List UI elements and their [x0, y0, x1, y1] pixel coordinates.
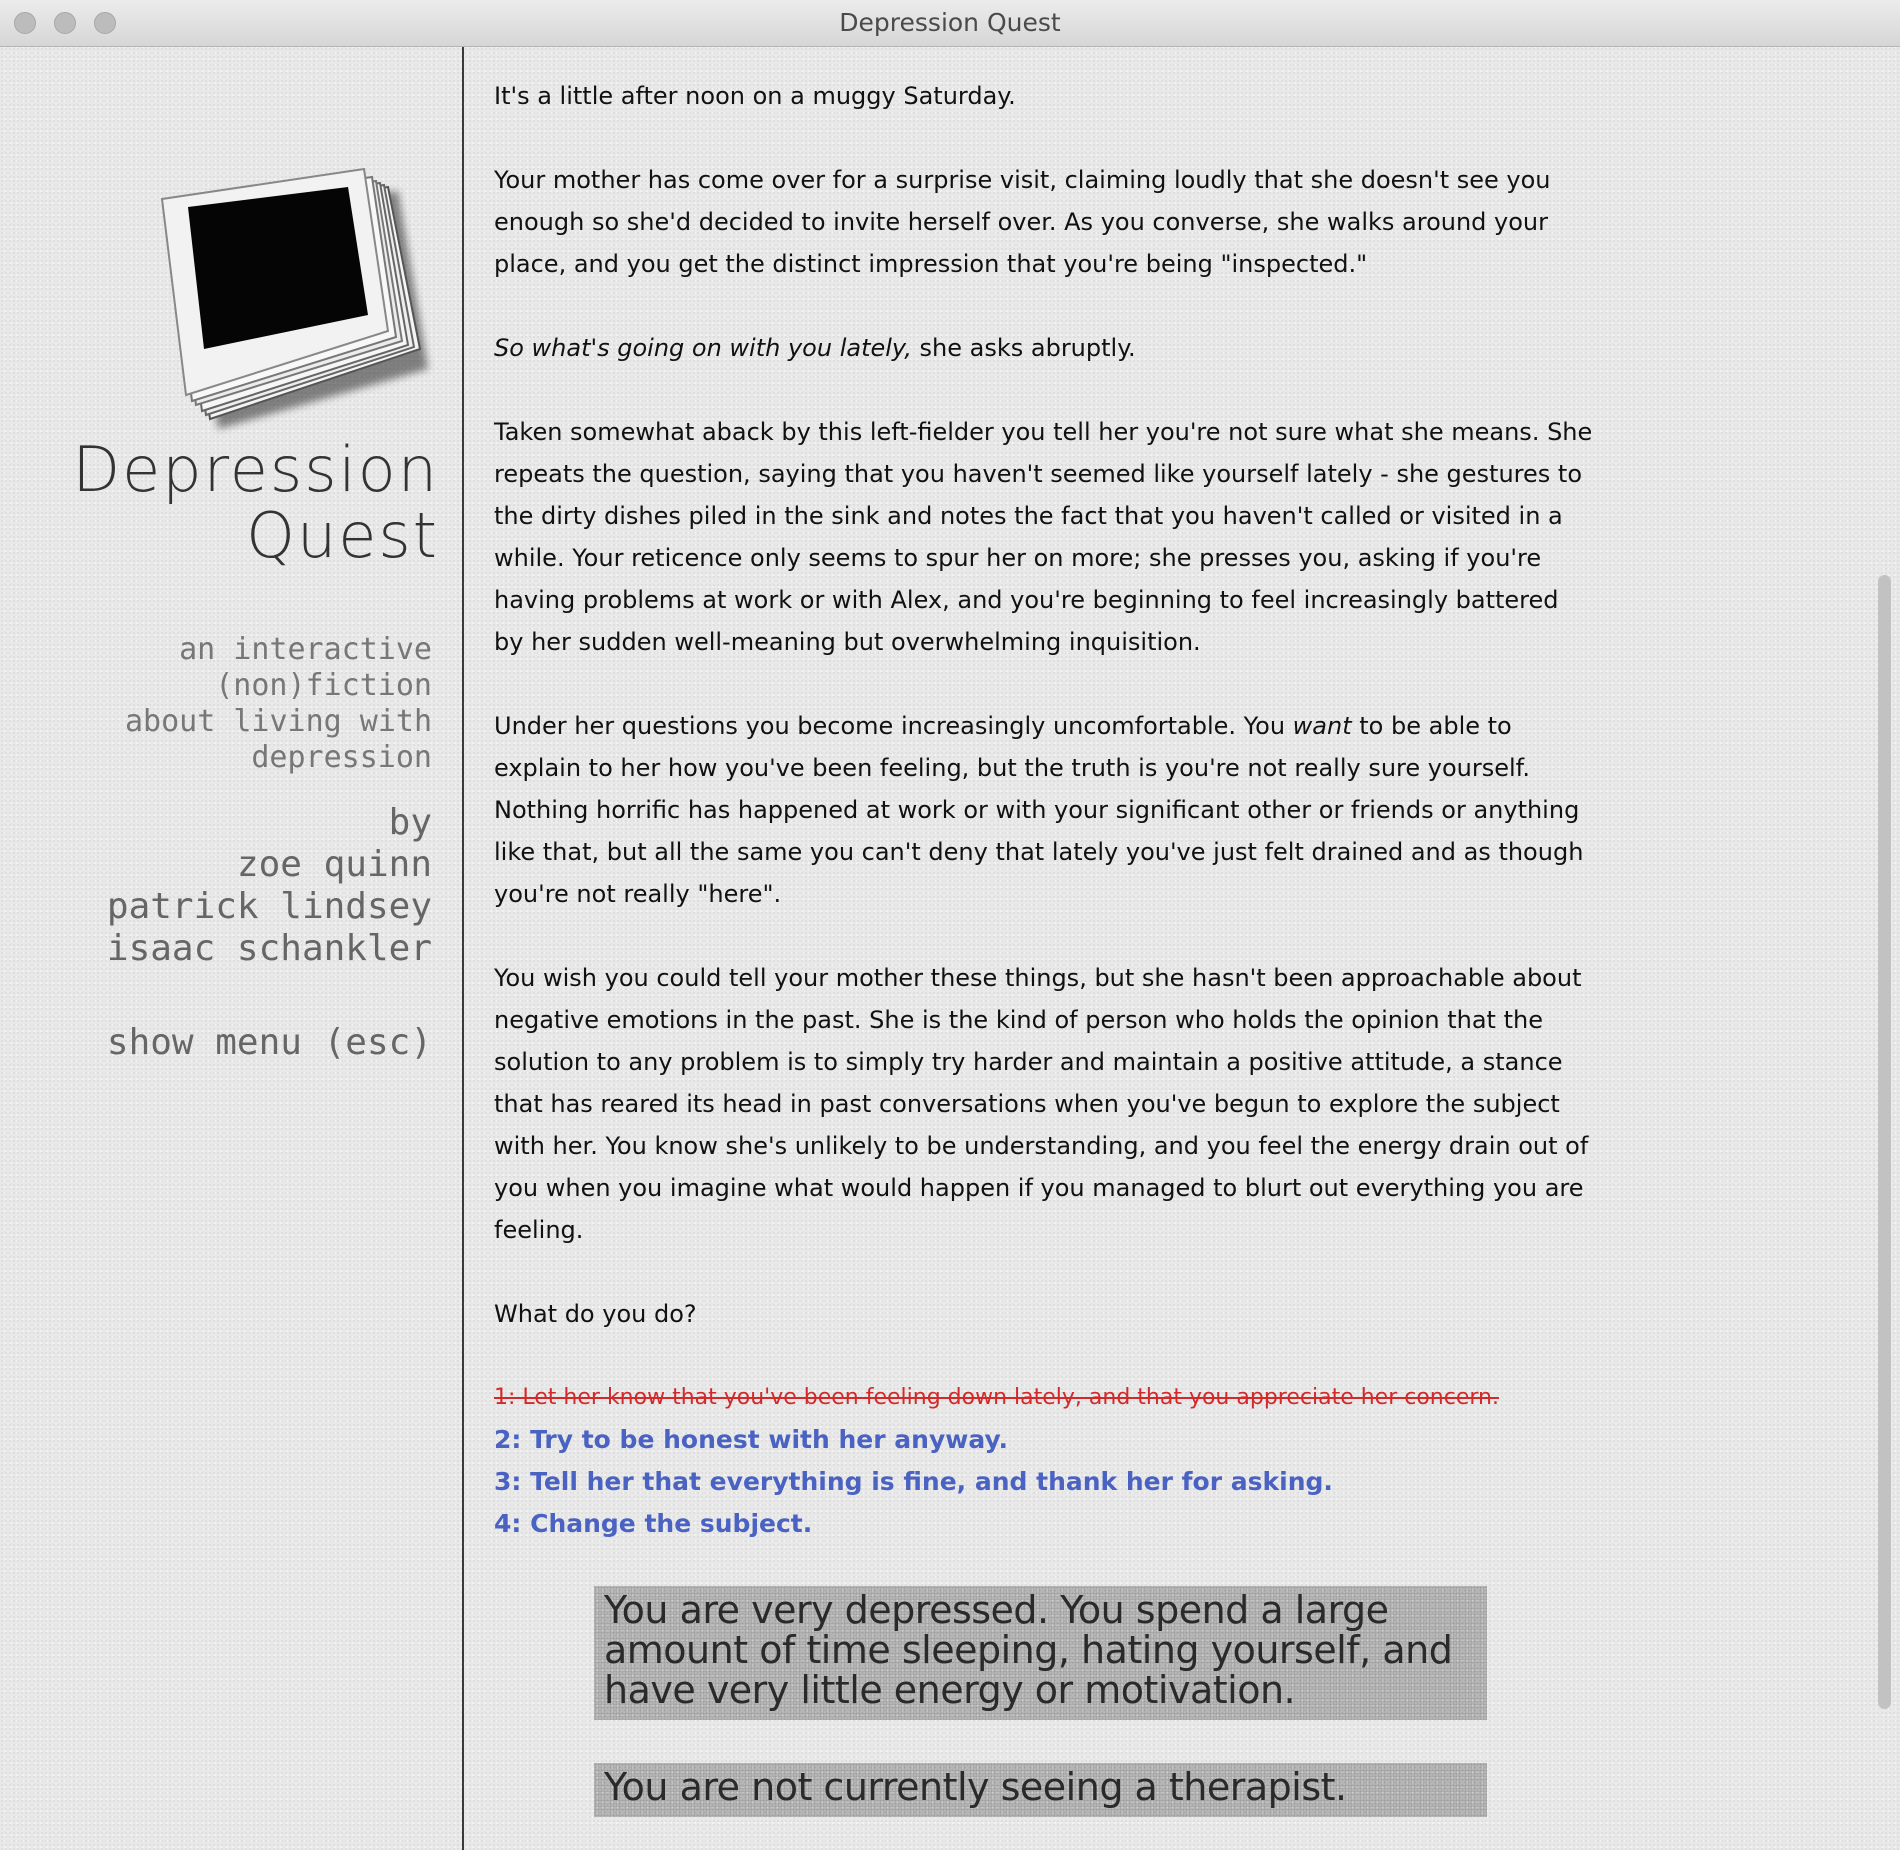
passage-paragraph: Taken somewhat aback by this left-fielder you tell her you're not sure what she means. She repeats the question, saying that you haven't seemed like yourself lately - she gestures to the dirty dishes piled in the sink and notes the fact that you haven't called or visited in a while. Your reticence only seems to spur her on more; she presses you, asking if you're having problems at work or with Alex, and you're beginning to feel increasingly battered by her sudden well-meaning but overwhelming inquisition. — [494, 418, 1593, 656]
passage-paragraph: Your mother has come over for a surprise visit, claiming loudly that she doesn't see you enough so she'd decided to invite herself over. As you converse, she walks around your place, and you get the distinct impression that you're being "inspected." — [494, 166, 1551, 278]
credits-by-label: by — [388, 802, 432, 843]
subtitle-line: an interactive — [179, 632, 432, 667]
title-bar — [0, 0, 1900, 47]
vertical-scrollbar[interactable] — [1874, 47, 1896, 1850]
sidebar-divider — [462, 47, 464, 1850]
therapy-status-box: You are not currently seeing a therapist. — [594, 1763, 1487, 1817]
game-subtitle — [72, 632, 432, 776]
choice-list — [494, 1377, 1594, 1545]
choice-3-link[interactable]: 3: Tell her that everything is fine, and thank her for asking. — [494, 1467, 1333, 1496]
choice-prompt: What do you do? — [494, 1300, 697, 1328]
passage-italic: want — [1292, 712, 1352, 740]
choice-4-link[interactable]: 4: Change the subject. — [494, 1509, 813, 1538]
window-title: Depression Quest — [839, 8, 1061, 37]
author-name: zoe quinn — [236, 844, 432, 885]
sidebar — [0, 47, 462, 1850]
passage-paragraph: It's a little after noon on a muggy Saturday. — [494, 82, 1016, 110]
game-content — [0, 47, 1900, 1850]
passage-text: she asks abruptly. — [911, 334, 1136, 362]
credits — [32, 802, 432, 970]
author-name: patrick lindsey — [106, 886, 432, 927]
choice-1-disabled: 1: Let her know that you've been feeling down lately, and that you appreciate her concern. — [494, 1385, 1499, 1410]
polaroid-stack-logo — [148, 159, 448, 449]
passage-paragraph — [494, 327, 1594, 369]
passage-italic: So what's going on with you lately, — [494, 334, 912, 362]
game-title-line-2: Quest — [246, 499, 439, 572]
author-name: isaac schankler — [106, 928, 432, 969]
choice-2-link[interactable]: 2: Try to be honest with her anyway. — [494, 1425, 1008, 1454]
game-title — [39, 433, 439, 572]
passage-text: Under her questions you become increasingly uncomfortable. You — [494, 712, 1293, 740]
passage-paragraph — [494, 705, 1594, 915]
story-passage — [494, 75, 1594, 1545]
passage-paragraph: You wish you could tell your mother these things, but she hasn't been approachable about negative emotions in the past. She is the kind of person who holds the opinion that the solution to any problem is to simply try harder and maintain a positive attitude, a stance that has reared its head in past conversations when you've begun to explore the subject with her. You know she's unlikely to be understanding, and you feel the energy drain out of you when you imagine what would happen if you managed to blurt out everything you are feeling. — [494, 964, 1589, 1244]
subtitle-line: depression — [251, 740, 432, 775]
show-menu-link[interactable]: show menu (esc) — [106, 1022, 432, 1063]
game-title-line-1: Depression — [72, 433, 439, 506]
scrollbar-thumb[interactable] — [1878, 575, 1891, 1709]
passage-text: to be able to explain to her how you've been feeling, but the truth is you're not really sure yourself. Nothing horrific has happened at work or with your significant other or friends or anything like that, but all the same you can't deny that lately you've just felt drained and as though you're not really "here". — [494, 712, 1584, 908]
subtitle-line: (non)fiction — [215, 668, 432, 703]
subtitle-line: about living with — [124, 704, 432, 739]
depression-status-box: You are very depressed. You spend a large amount of time sleeping, hating yourself, and have very little energy or motivation. — [594, 1586, 1487, 1720]
